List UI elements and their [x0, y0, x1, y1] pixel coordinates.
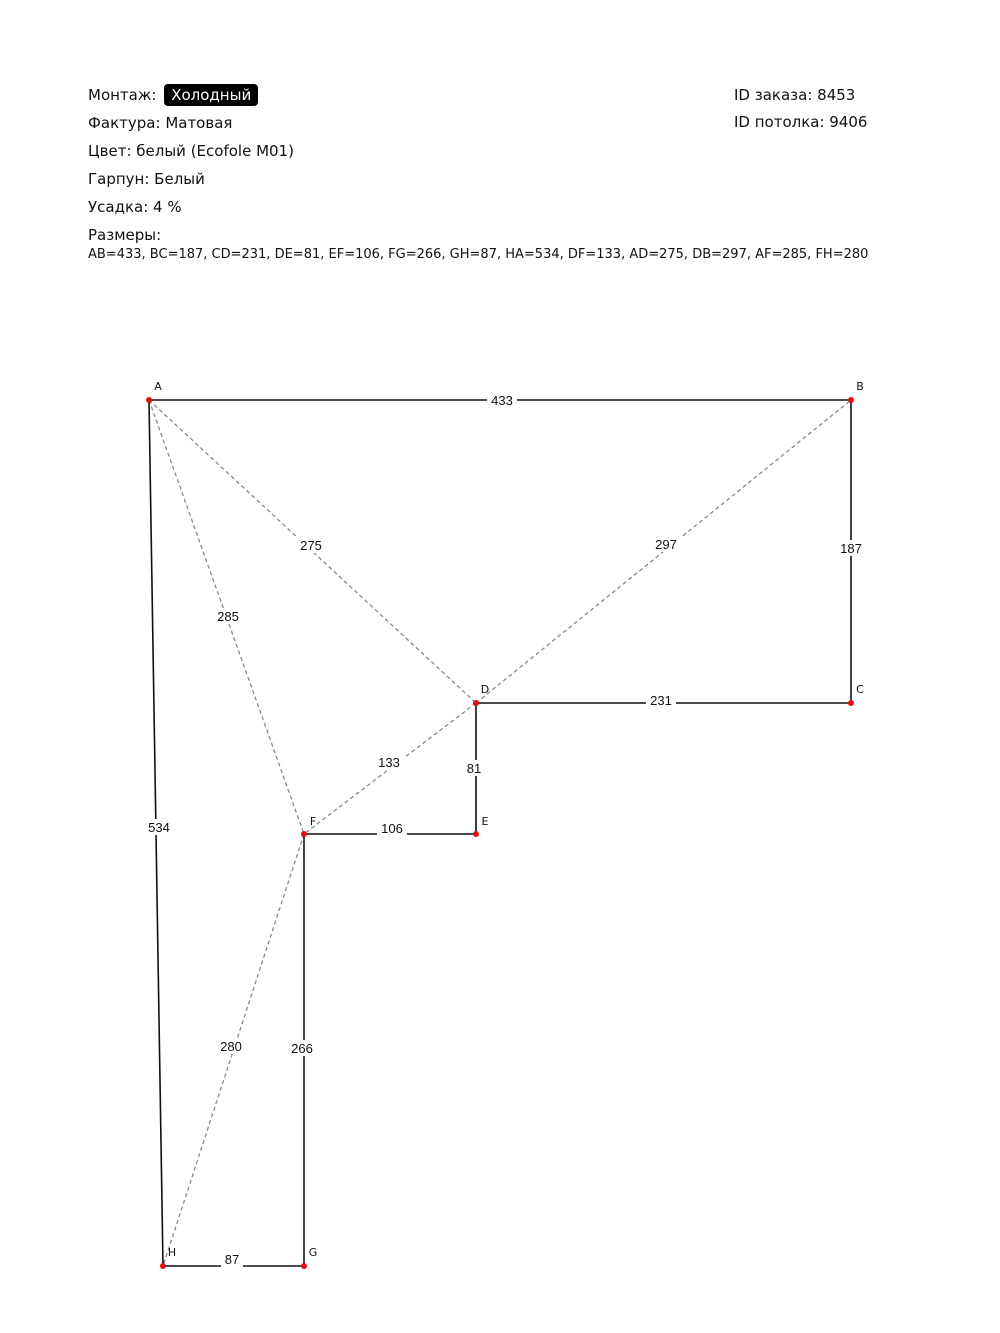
vertex-label-F: F: [309, 815, 317, 828]
sizes-label: Размеры:: [88, 226, 162, 244]
vertex-point-C: [848, 700, 854, 706]
texture-line: Фактура: Матовая: [88, 114, 233, 132]
diagonal-length-FH: 280: [220, 1039, 242, 1054]
edge-length-FG: 266: [291, 1041, 313, 1056]
vertex-label-H: H: [167, 1246, 177, 1259]
diagonal-length-DB: 297: [655, 537, 677, 552]
vertex-label-G: G: [308, 1246, 318, 1259]
vertex-label-E: E: [481, 815, 489, 828]
vertex-label-C: C: [856, 683, 864, 696]
diagonal-length-DF: 133: [378, 755, 400, 770]
edge-length-DE: 81: [466, 761, 482, 776]
edge-length-GH: 87: [224, 1252, 240, 1267]
vertex-point-H: [160, 1263, 166, 1269]
vertex-label-A: A: [154, 380, 162, 393]
edge-length-EF: 106: [381, 821, 403, 836]
order-id: ID заказа: 8453: [734, 86, 856, 104]
edge-length-CD: 231: [650, 693, 672, 708]
vertex-point-E: [473, 831, 479, 837]
diagonal-length-AD: 275: [300, 538, 322, 553]
vertex-point-F: [301, 831, 307, 837]
vertex-point-D: [473, 700, 479, 706]
edge-length-HA: 534: [148, 820, 170, 835]
sizes-list: AB=433, BC=187, CD=231, DE=81, EF=106, FG=266, GH=87, HA=534, DF=133, AD=275, DB=297, AF=285, FH=280: [88, 247, 869, 262]
shrink-line: Усадка: 4 %: [88, 198, 182, 216]
diagonal-length-AF: 285: [217, 609, 239, 624]
vertex-label-D: D: [480, 683, 490, 696]
edge-length-BC: 187: [840, 541, 862, 556]
mount-label: Монтаж:: [88, 86, 157, 104]
harpoon-line: Гарпун: Белый: [88, 170, 205, 188]
vertex-point-B: [848, 397, 854, 403]
ceiling-id: ID потолка: 9406: [734, 113, 868, 131]
vertex-point-A: [146, 397, 152, 403]
vertex-label-B: B: [856, 380, 864, 393]
vertex-point-G: [301, 1263, 307, 1269]
color-line: Цвет: белый (Ecofole M01): [88, 142, 294, 160]
mount-badge: Холодный: [164, 84, 258, 106]
edge-length-AB: 433: [491, 393, 513, 408]
